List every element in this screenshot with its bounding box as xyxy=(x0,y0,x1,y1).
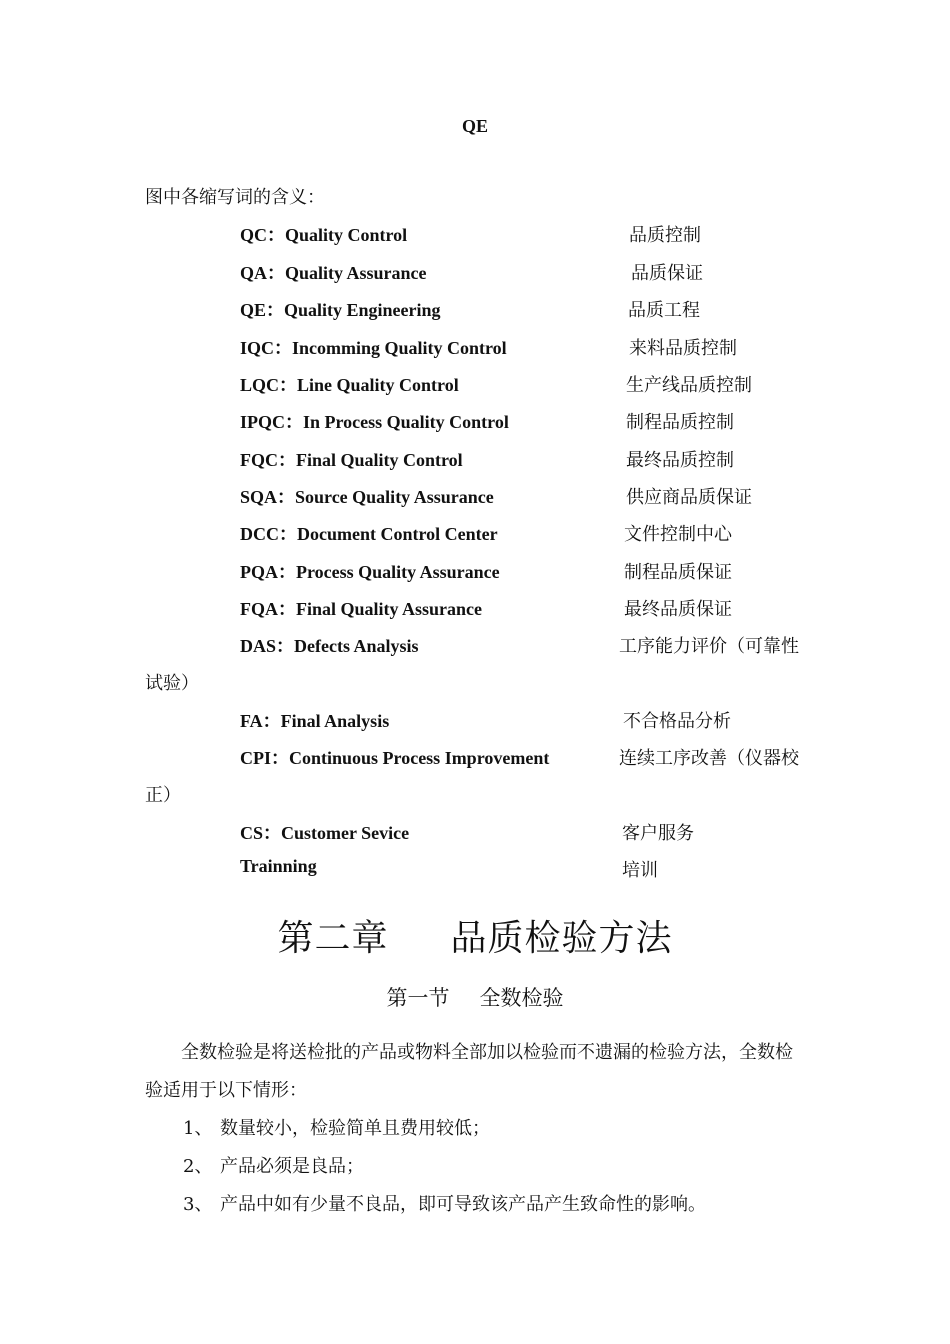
term-abbr: SQA：Source Quality Assurance xyxy=(240,487,494,507)
term-abbr: FQA：Final Quality Assurance xyxy=(240,599,483,619)
section-number: 第一节 xyxy=(386,986,450,1010)
abbreviation-intro: 图中各缩写词的含义： xyxy=(145,187,325,208)
term-abbr: FA：Final Analysis xyxy=(240,711,390,731)
list-item-text: 产品必须是良品； xyxy=(220,1156,364,1177)
term-meaning: 来料品质控制 xyxy=(629,338,737,359)
term-meaning: 文件控制中心 xyxy=(624,524,732,545)
term-meaning-continued: 正） xyxy=(145,785,181,806)
term-meaning: 连续工序改善（仪器校 xyxy=(619,748,799,769)
term-meaning: 品质控制 xyxy=(629,225,701,246)
list-item-number: 3、 xyxy=(183,1194,213,1215)
term-meaning: 制程品质保证 xyxy=(624,562,732,583)
term-abbr: QC：Quality Control xyxy=(240,225,408,245)
term-abbr: Trainning xyxy=(240,856,317,876)
term-abbr: QA：Quality Assurance xyxy=(240,263,427,283)
section-title: 全数检验 xyxy=(479,986,564,1010)
term-meaning: 客户服务 xyxy=(622,823,694,844)
term-meaning: 制程品质控制 xyxy=(626,412,734,433)
term-abbr: LQC：Line Quality Control xyxy=(240,375,459,395)
chapter-heading xyxy=(0,910,950,961)
list-item-text: 产品中如有少量不良品，即可导致该产品产生致命性的影响。 xyxy=(220,1194,706,1215)
term-abbr: IQC：Incomming Quality Control xyxy=(240,338,507,358)
term-meaning: 培训 xyxy=(622,860,658,881)
term-abbr: FQC：Final Quality Control xyxy=(240,450,463,470)
term-abbr: CPI：Continuous Process Improvement xyxy=(240,748,550,768)
term-meaning: 工序能力评价（可靠性 xyxy=(619,636,799,657)
term-abbr: IPQC：In Process Quality Control xyxy=(240,412,509,432)
page-heading: QE xyxy=(461,116,488,136)
term-abbr: CS：Customer Sevice xyxy=(240,823,410,843)
term-meaning: 不合格品分析 xyxy=(623,711,731,732)
list-item-text: 数量较小，检验简单且费用较低； xyxy=(220,1118,490,1139)
term-meaning: 最终品质保证 xyxy=(624,599,732,620)
term-meaning-continued: 试验） xyxy=(145,673,199,694)
list-item-number: 2、 xyxy=(183,1156,213,1177)
term-meaning: 供应商品质保证 xyxy=(626,487,752,508)
term-abbr: QE：Quality Engineering xyxy=(240,300,441,320)
section-heading xyxy=(0,982,950,1012)
term-abbr: DAS：Defects Analysis xyxy=(240,636,419,656)
term-meaning: 品质保证 xyxy=(631,263,703,284)
term-meaning: 生产线品质控制 xyxy=(626,375,752,396)
term-abbr: PQA：Process Quality Assurance xyxy=(240,562,500,582)
chapter-number: 第二章 xyxy=(277,918,389,959)
body-paragraph: 全数检验是将送检批的产品或物料全部加以检验而不遗漏的检验方法，全数检验适用于以下情形： xyxy=(145,1042,793,1101)
term-abbr: DCC：Document Control Center xyxy=(240,524,498,544)
chapter-title: 品质检验方法 xyxy=(450,918,673,959)
list-item-number: 1、 xyxy=(183,1118,213,1139)
term-meaning: 最终品质控制 xyxy=(626,450,734,471)
term-meaning: 品质工程 xyxy=(628,300,700,321)
